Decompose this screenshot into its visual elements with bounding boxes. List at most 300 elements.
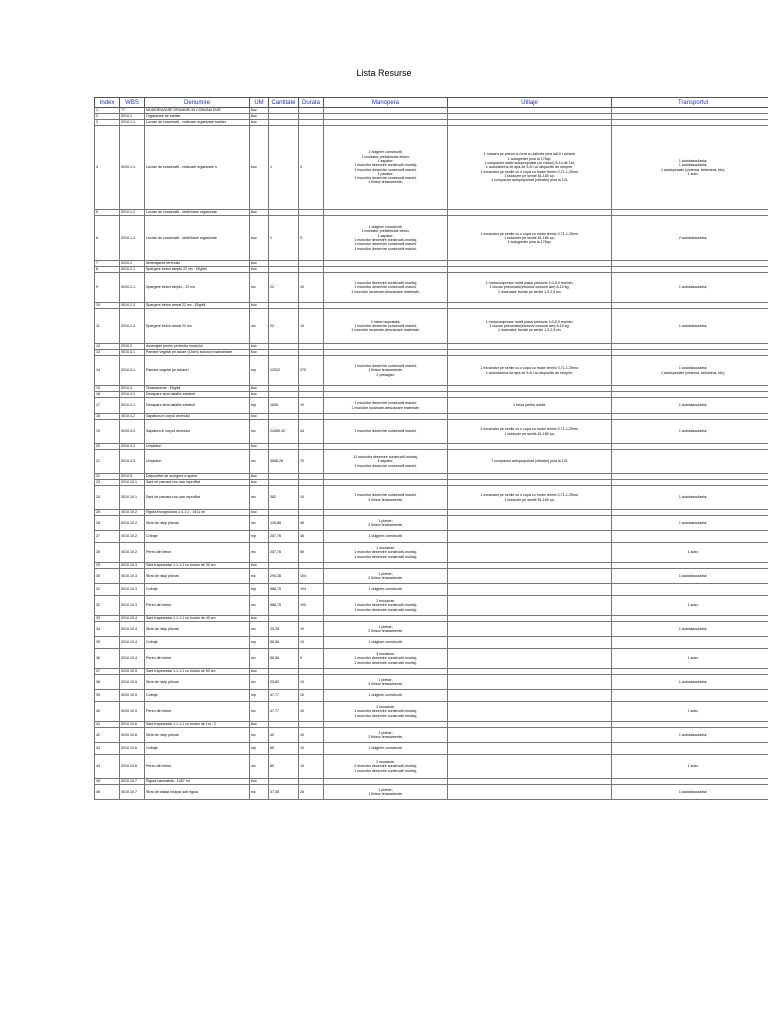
um-cell: mp bbox=[250, 356, 269, 386]
resource-line: 1 sapator; bbox=[377, 233, 394, 238]
um-cell: mc bbox=[250, 273, 269, 303]
utilaje-cell bbox=[448, 126, 612, 210]
transport-cell bbox=[612, 356, 768, 386]
resource-line: 1 autogreder pina la 175cp; bbox=[507, 156, 552, 161]
table-row bbox=[95, 398, 768, 414]
table-row bbox=[95, 596, 768, 616]
index-cell: 19 bbox=[95, 420, 120, 444]
denumire-cell: Sapatura in corpul drumului bbox=[145, 414, 250, 420]
resource-line: 2 pietrar; bbox=[378, 730, 393, 735]
um-cell: mp bbox=[250, 398, 269, 414]
durata-cell: 3 bbox=[299, 216, 324, 261]
transport-cell bbox=[612, 755, 768, 779]
resource-line: 2 autobasculanta; bbox=[678, 235, 708, 240]
utilaje-cell bbox=[448, 649, 612, 669]
transport-cell bbox=[612, 398, 768, 414]
durata-cell: 10 bbox=[299, 675, 324, 690]
table-row bbox=[95, 531, 768, 543]
utilaje-cell bbox=[448, 309, 612, 344]
durata-cell: 10 bbox=[299, 755, 324, 779]
denumire-cell: Lucrari de constructii - realizare organizare s bbox=[145, 126, 250, 210]
transport-cell bbox=[612, 702, 768, 722]
denumire-cell: Lucrari de constructii - desfiintare organizare bbox=[145, 210, 250, 216]
table-row bbox=[95, 569, 768, 584]
index-cell: 39 bbox=[95, 690, 120, 702]
utilaje-cell bbox=[448, 486, 612, 510]
resource-line: 1 autobasculanta; bbox=[678, 163, 708, 168]
utilaje-cell bbox=[448, 637, 612, 649]
resource-line: 1 autobasculanta; bbox=[678, 495, 708, 500]
index-cell: 28 bbox=[95, 543, 120, 563]
header-durata: Durata bbox=[299, 98, 324, 108]
transport-cell bbox=[612, 216, 768, 261]
resource-line: 1 mozaicar; bbox=[376, 546, 395, 551]
durata-cell: 10 bbox=[299, 702, 324, 722]
resource-line: 1 autobasculanta; bbox=[678, 679, 708, 684]
resource-line: 7 compactor autopropulsat (vibrator) pina la 12t; bbox=[491, 459, 568, 464]
header-manopera: Manopera bbox=[324, 98, 448, 108]
wbs-cell: 0010.2.1. bbox=[120, 273, 145, 303]
resource-line: 1 motocompresor mobil joasa presiune 4,0-5,9 mc/min; bbox=[485, 319, 574, 324]
wbs-cell: 0010.10.5 bbox=[120, 690, 145, 702]
resource-line: 1 pietrar; bbox=[378, 571, 393, 576]
wbs-cell: 0010.5 bbox=[120, 474, 145, 480]
denumire-cell: Strat de balast nisipos sub rigola bbox=[145, 785, 250, 800]
table-row bbox=[95, 356, 768, 386]
resource-line: 1 autobasculanta; bbox=[678, 573, 708, 578]
resource-line: 1 muncitor deservire constructii montaj; bbox=[354, 607, 417, 612]
transport-cell bbox=[612, 516, 768, 531]
um-cell: mp bbox=[250, 637, 269, 649]
resource-line: 1 muncitor deservire constructii-montaj; bbox=[354, 656, 417, 661]
durata-cell: 10 bbox=[299, 690, 324, 702]
index-cell: 37 bbox=[95, 669, 120, 675]
cantitate-cell: 382 bbox=[269, 486, 299, 510]
table-row bbox=[95, 584, 768, 596]
index-cell: 13 bbox=[95, 350, 120, 356]
resource-line: 2 excavator pe senile cu o cupa cu motor termic 0,71-1,25mc; bbox=[480, 427, 579, 432]
durata-cell: 100 bbox=[299, 596, 324, 616]
resource-line: 4 sapator; bbox=[377, 459, 394, 464]
resource-line: 1 auto; bbox=[687, 171, 699, 176]
cantitate-cell: 22 bbox=[269, 273, 299, 303]
denumire-cell: Spargere beton simplu 22 mc - Eligibil bbox=[145, 267, 250, 273]
um-cell: buc bbox=[250, 444, 269, 450]
utilaje-cell bbox=[448, 702, 612, 722]
durata-cell: 10 bbox=[299, 743, 324, 755]
denumire-cell: Umpluturi bbox=[145, 450, 250, 474]
resource-line: 1 autobasculanta; bbox=[678, 520, 708, 525]
resource-line: 1 finisor terasamente; bbox=[368, 792, 403, 796]
resource-line: 1 muncitor deservire constructii masini; bbox=[354, 364, 417, 369]
wbs-cell: 0010.4.1 bbox=[120, 392, 145, 398]
resource-line: 1 buldozer pe senile 81-180 cp; bbox=[504, 431, 555, 436]
utilaje-cell bbox=[448, 755, 612, 779]
durata-cell: 104 bbox=[299, 569, 324, 584]
resource-line: 1 montator prefabricate beton; bbox=[361, 229, 410, 234]
document-title: Lista Resurse bbox=[356, 68, 412, 78]
resource-line: 1 muncitor incarcare-descarcare materiale; bbox=[351, 289, 420, 294]
durata-cell: 270 bbox=[299, 356, 324, 386]
resource-line: 1 autobasculanta; bbox=[678, 285, 708, 290]
transport-cell bbox=[612, 690, 768, 702]
denumire-cell: Sant trapezoidal 1:1-1:1 cu fundul de 40 cm bbox=[145, 616, 250, 622]
utilaje-cell bbox=[448, 420, 612, 444]
manopera-cell bbox=[324, 690, 448, 702]
table-row bbox=[95, 273, 768, 303]
um-cell: buc bbox=[250, 414, 269, 420]
resource-line: 1 muncitor deservire constructii masini; bbox=[354, 285, 417, 290]
index-cell: 40 bbox=[95, 702, 120, 722]
denumire-cell: Umpluturi bbox=[145, 444, 250, 450]
cantitate-cell: 257,76 bbox=[269, 531, 299, 543]
wbs-cell: 0010.10.3 bbox=[120, 584, 145, 596]
um-cell: buc bbox=[250, 480, 269, 486]
um-cell: mp bbox=[250, 743, 269, 755]
resource-line: 1 muncitor deservire constructii montaj; bbox=[354, 660, 417, 665]
um-cell: buc bbox=[250, 303, 269, 309]
index-cell: 9 bbox=[95, 273, 120, 303]
wbs-cell: 0010.10.3 bbox=[120, 596, 145, 616]
um-cell: mc bbox=[250, 785, 269, 800]
resource-line: 1 muncitor deservire constructii-montaj; bbox=[354, 281, 417, 286]
utilaje-cell bbox=[448, 728, 612, 743]
resource-line: 1 dulgheri constructii; bbox=[368, 746, 403, 751]
denumire-cell: Pereu din beton bbox=[145, 543, 250, 563]
durata-cell: 10 bbox=[299, 637, 324, 649]
um-cell: buc bbox=[250, 386, 269, 392]
wbs-cell: 0010.4 bbox=[120, 386, 145, 392]
resource-line: 1 auto; bbox=[687, 550, 699, 555]
resource-line: 2 muncitor deservire constructii-montaj; bbox=[354, 764, 417, 769]
index-cell: 7 bbox=[95, 261, 120, 267]
manopera-cell bbox=[324, 420, 448, 444]
header-denumire: Denumire bbox=[145, 98, 250, 108]
index-cell: 34 bbox=[95, 622, 120, 637]
index-cell: 27 bbox=[95, 531, 120, 543]
resource-line: 2 mineri suprafata; bbox=[370, 319, 401, 324]
durata-cell: 10 bbox=[299, 273, 324, 303]
um-cell: buc bbox=[250, 779, 269, 785]
manopera-cell bbox=[324, 596, 448, 616]
header-wbs: WBS bbox=[120, 98, 145, 108]
resource-line: 1 muncitor deservire constructii masini; bbox=[354, 429, 417, 434]
durata-cell: 10 bbox=[299, 486, 324, 510]
index-cell: 22 bbox=[95, 474, 120, 480]
resource-line: 1 muncitor deservire constructii masini; bbox=[354, 246, 417, 251]
um-cell: buc bbox=[250, 392, 269, 398]
resource-line: 2 finisor terasamente; bbox=[368, 682, 403, 686]
denumire-cell: Strat de nisip pilonat bbox=[145, 622, 250, 637]
wbs-cell: 0010.1.2 bbox=[120, 210, 145, 216]
denumire-cell: Spargere beton armat 22 mc bbox=[145, 309, 250, 344]
index-cell: 18 bbox=[95, 414, 120, 420]
um-cell: buc bbox=[250, 261, 269, 267]
manopera-cell bbox=[324, 486, 448, 510]
index-cell: 1 bbox=[95, 108, 120, 114]
wbs-cell: 0010.10.4 bbox=[120, 649, 145, 669]
resource-line: 1 sapator; bbox=[377, 158, 394, 163]
resource-line: 1 muncitor deservire constructii masini; bbox=[354, 493, 417, 498]
manopera-cell bbox=[324, 126, 448, 210]
resource-line: 1 muncitor deservire constructii-montaj; bbox=[354, 603, 417, 608]
denumire-cell: MODERNIZARE DRUMURI IN COMUNA DUR bbox=[145, 108, 250, 114]
resource-line: 2 finisor terasamente; bbox=[368, 576, 403, 580]
cantitate-cell: 1 bbox=[269, 126, 299, 210]
resource-line: 1 excavator pe senile cu o cupa cu motor termic 0,71-1,25mc; bbox=[480, 231, 579, 236]
resource-line: 1 autobasculanta; bbox=[678, 323, 708, 328]
wbs-cell: 0010.10.5 bbox=[120, 675, 145, 690]
denumire-cell: Strat de nisip pilonat bbox=[145, 569, 250, 584]
denumire-cell: Pereu din beton bbox=[145, 596, 250, 616]
wbs-cell: 0010.2 bbox=[120, 261, 145, 267]
um-cell: buc bbox=[250, 120, 269, 126]
resource-line: 1 dulgheri constructii; bbox=[368, 225, 403, 230]
resource-line: 1 excavator pe senile cu o cupa cu motor termic 0,71-1,25mc; bbox=[480, 169, 579, 174]
table-row bbox=[95, 728, 768, 743]
resource-line: 1 muncitor deservire constructii-montaj; bbox=[354, 709, 417, 714]
resource-line: 1 muncitor deservire constructii-montaj; bbox=[354, 238, 417, 242]
resource-line: 1 muncitor deservire constructii montaj; bbox=[354, 713, 417, 718]
index-cell: 33 bbox=[95, 616, 120, 622]
table-row bbox=[95, 675, 768, 690]
transport-cell bbox=[612, 785, 768, 800]
manopera-cell bbox=[324, 743, 448, 755]
resource-line: 1 macara pe pneuri cu brat cu zabrele pina la8.0 t schimb bbox=[483, 152, 576, 157]
resource-line: 1 incarcator frontal pe senile 1,0-2,5 mc bbox=[497, 328, 562, 333]
um-cell: buc bbox=[250, 474, 269, 480]
resource-line: 2 mozaicar; bbox=[376, 599, 395, 604]
wbs-cell: ?? bbox=[120, 108, 145, 114]
wbs-cell: 0010.1.1 bbox=[120, 120, 145, 126]
transport-cell bbox=[612, 420, 768, 444]
index-cell: 2 bbox=[95, 114, 120, 120]
utilaje-cell bbox=[448, 690, 612, 702]
resource-line: 2 peisagist; bbox=[376, 372, 395, 377]
denumire-cell: Lucrari de constructii - desfiintare organizare bbox=[145, 216, 250, 261]
denumire-cell: Sant trapezoidal 1:1-1:1 cu fundul de 1m - 2 bbox=[145, 722, 250, 728]
wbs-cell: 0010.10.3 bbox=[120, 569, 145, 584]
manopera-cell bbox=[324, 398, 448, 414]
index-cell: 8 bbox=[95, 267, 120, 273]
wbs-cell: 0010.10.2 bbox=[120, 543, 145, 563]
resource-line: 1 buldozer pe senile 81-180 cp; bbox=[504, 235, 555, 240]
wbs-cell: 0010.10.2 bbox=[120, 516, 145, 531]
utilaje-cell bbox=[448, 675, 612, 690]
wbs-cell: 0010.10.5 bbox=[120, 702, 145, 722]
um-cell: mc bbox=[250, 728, 269, 743]
manopera-cell bbox=[324, 622, 448, 637]
durata-cell: 44 bbox=[299, 420, 324, 444]
denumire-cell: Sapatura in corpul drumului bbox=[145, 420, 250, 444]
manopera-cell bbox=[324, 584, 448, 596]
durata-cell: 70 bbox=[299, 450, 324, 474]
resource-line: 1 muncitor deservire constructii masini; bbox=[354, 167, 417, 172]
index-cell: 16 bbox=[95, 392, 120, 398]
transport-cell bbox=[612, 569, 768, 584]
manopera-cell bbox=[324, 273, 448, 303]
resource-line: 1 incarcator frontal pe senile 1,0-2,5 mc bbox=[497, 289, 562, 294]
resource-line: 1 auto; bbox=[687, 656, 699, 661]
manopera-cell bbox=[324, 216, 448, 261]
durata-cell: 4 bbox=[299, 126, 324, 210]
wbs-cell: 0010.10.4 bbox=[120, 637, 145, 649]
um-cell: buc bbox=[250, 216, 269, 261]
resource-line: 1 autobasculanta; bbox=[678, 626, 708, 631]
cantitate-cell: 80 bbox=[269, 743, 299, 755]
denumire-cell: Organizare de santier bbox=[145, 114, 250, 120]
table-row bbox=[95, 486, 768, 510]
header-index: Index bbox=[95, 98, 120, 108]
denumire-cell: Cofraje bbox=[145, 584, 250, 596]
denumire-cell: Pereu din beton bbox=[145, 755, 250, 779]
resource-line: 2 dulgheri constructii; bbox=[368, 150, 403, 155]
index-cell: 11 bbox=[95, 309, 120, 344]
index-cell: 10 bbox=[95, 303, 120, 309]
resource-line: 1 buldozer pe senile 81-180 cp; bbox=[504, 497, 555, 502]
denumire-cell: Pereu din beton bbox=[145, 702, 250, 722]
resource-line: 1 dulgheri constructii; bbox=[368, 640, 403, 645]
denumire-cell: Amenajarea terenului bbox=[145, 261, 250, 267]
cantitate-cell: 588,75 bbox=[269, 596, 299, 616]
denumire-cell: Lucrari de constructii - realizare organizare santier bbox=[145, 120, 250, 126]
cantitate-cell: 58,56 bbox=[269, 649, 299, 669]
utilaje-cell bbox=[448, 785, 612, 800]
resource-line: 1 ciocan pneumatic(exclusiv consum aer) 8-15 kg; bbox=[489, 285, 570, 290]
table-body bbox=[95, 108, 768, 800]
table-row bbox=[95, 637, 768, 649]
index-cell: 46 bbox=[95, 785, 120, 800]
manopera-cell bbox=[324, 728, 448, 743]
resource-line: 2 finisor terasamente; bbox=[368, 497, 403, 502]
transport-cell bbox=[612, 649, 768, 669]
header-utilaje: Utilaje bbox=[448, 98, 612, 108]
utilaje-cell bbox=[448, 531, 612, 543]
cantitate-cell: 37,35 bbox=[269, 785, 299, 800]
transport-cell bbox=[612, 486, 768, 510]
utilaje-cell bbox=[448, 569, 612, 584]
manopera-cell bbox=[324, 785, 448, 800]
cantitate-cell: 128,88 bbox=[269, 516, 299, 531]
cantitate-cell: 294,38 bbox=[269, 569, 299, 584]
denumire-cell: Sant trapezoidal 1:1-1:1 cu fundul de 30 cm bbox=[145, 563, 250, 569]
resource-line: 2 finisor terasamente; bbox=[368, 629, 403, 633]
resource-line: 1 autospeciale (cisterna, betoniera, etc); bbox=[661, 167, 725, 172]
wbs-cell: 0010.2.1 bbox=[120, 267, 145, 273]
resource-line: 1 muncitor deservire constructii-montaj; bbox=[354, 550, 417, 555]
wbs-cell: 0010.4.1. bbox=[120, 398, 145, 414]
transport-cell bbox=[612, 584, 768, 596]
durata-cell: 45 bbox=[299, 531, 324, 543]
header-cantitate: Cantitate bbox=[269, 98, 299, 108]
wbs-cell: 0010.10.1 bbox=[120, 480, 145, 486]
index-cell: 5 bbox=[95, 210, 120, 216]
um-cell: mp bbox=[250, 531, 269, 543]
wbs-cell: 0010.10.7 bbox=[120, 785, 145, 800]
table-row bbox=[95, 755, 768, 779]
transport-cell bbox=[612, 543, 768, 563]
resource-line: 3 mozaicar; bbox=[376, 652, 395, 657]
durata-cell: 46 bbox=[299, 516, 324, 531]
resource-line: 1 muncitor incarcare-descarcare materiale; bbox=[351, 405, 420, 410]
resource-line: 1 montator prefabricate beton; bbox=[361, 154, 410, 159]
transport-cell bbox=[612, 273, 768, 303]
um-cell: mc bbox=[250, 420, 269, 444]
index-cell: 25 bbox=[95, 510, 120, 516]
resource-line: 2 finisor terasamente; bbox=[368, 735, 403, 739]
index-cell: 14 bbox=[95, 356, 120, 386]
index-cell: 17 bbox=[95, 398, 120, 414]
utilaje-cell bbox=[448, 516, 612, 531]
resource-line: 1 auto; bbox=[687, 709, 699, 714]
wbs-cell: 0010.4.2 bbox=[120, 414, 145, 420]
cantitate-cell: 40 bbox=[269, 728, 299, 743]
um-cell: mc bbox=[250, 649, 269, 669]
resource-line: 1 buldozer pe senile 81-180 cp; bbox=[504, 173, 555, 178]
resource-line: 1 pietrar; bbox=[378, 787, 393, 792]
wbs-cell: 0010.10.2 bbox=[120, 531, 145, 543]
transport-cell bbox=[612, 126, 768, 210]
wbs-cell: 0010.4.3 bbox=[120, 444, 145, 450]
resource-line: 1 muncitor deservire constructii masini; bbox=[354, 401, 417, 406]
resource-line: 1 muncitor deservire constructii masini; bbox=[354, 463, 417, 468]
cantitate-cell: 1836 bbox=[269, 398, 299, 414]
wbs-cell: 0010.4.2. bbox=[120, 420, 145, 444]
denumire-cell: Strat de nisip pilonat bbox=[145, 675, 250, 690]
index-cell: 4 bbox=[95, 126, 120, 210]
resource-line: 1 dulgheri constructii; bbox=[368, 534, 403, 539]
um-cell: mc bbox=[250, 596, 269, 616]
um-cell: mc bbox=[250, 569, 269, 584]
wbs-cell: 0010.4.3. bbox=[120, 450, 145, 474]
resource-line: 1 autobasculanta; bbox=[678, 403, 708, 408]
table-row bbox=[95, 450, 768, 474]
resource-line: 1 autobasculanta; bbox=[678, 789, 708, 794]
denumire-cell: Sant de pamant nou sau reprofilat bbox=[145, 486, 250, 510]
manopera-cell bbox=[324, 356, 448, 386]
transport-cell bbox=[612, 622, 768, 637]
wbs-cell: 0010.3 bbox=[120, 344, 145, 350]
utilaje-cell bbox=[448, 584, 612, 596]
table-row bbox=[95, 743, 768, 755]
um-cell: buc bbox=[250, 350, 269, 356]
manopera-cell bbox=[324, 450, 448, 474]
resource-line: 1 dulgheri constructii; bbox=[368, 693, 403, 698]
transport-cell bbox=[612, 596, 768, 616]
denumire-cell: Pereu din beton bbox=[145, 649, 250, 669]
cantitate-cell: 12522 bbox=[269, 356, 299, 386]
denumire-cell: Terasamente - Eligibil bbox=[145, 386, 250, 392]
wbs-cell: 0010.10.6 bbox=[120, 722, 145, 728]
resource-line: 1 excavator pe senile cu o cupa cu motor termic 0,71-1,25mc; bbox=[480, 493, 579, 498]
wbs-cell: 0010.3.1. bbox=[120, 356, 145, 386]
wbs-cell: 0010.1.2. bbox=[120, 216, 145, 261]
cantitate-cell: 29,28 bbox=[269, 622, 299, 637]
wbs-cell: 0010.10.1 bbox=[120, 486, 145, 510]
wbs-cell: 0010.10.6 bbox=[120, 743, 145, 755]
index-cell: 41 bbox=[95, 722, 120, 728]
table-row bbox=[95, 516, 768, 531]
cantitate-cell: 24369,42 bbox=[269, 420, 299, 444]
table-header-row bbox=[95, 98, 768, 108]
um-cell: buc bbox=[250, 267, 269, 273]
utilaje-cell bbox=[448, 543, 612, 563]
um-cell: buc bbox=[250, 108, 269, 114]
resource-line: 1 muncitor deservire constructii-montaj; bbox=[354, 163, 417, 168]
resource-line: 1 ciocan pneumatic(exclusiv consum aer) 8-15 kg; bbox=[489, 323, 570, 328]
resource-line: 1 autobasculanta; bbox=[678, 732, 708, 737]
um-cell: buc bbox=[250, 510, 269, 516]
